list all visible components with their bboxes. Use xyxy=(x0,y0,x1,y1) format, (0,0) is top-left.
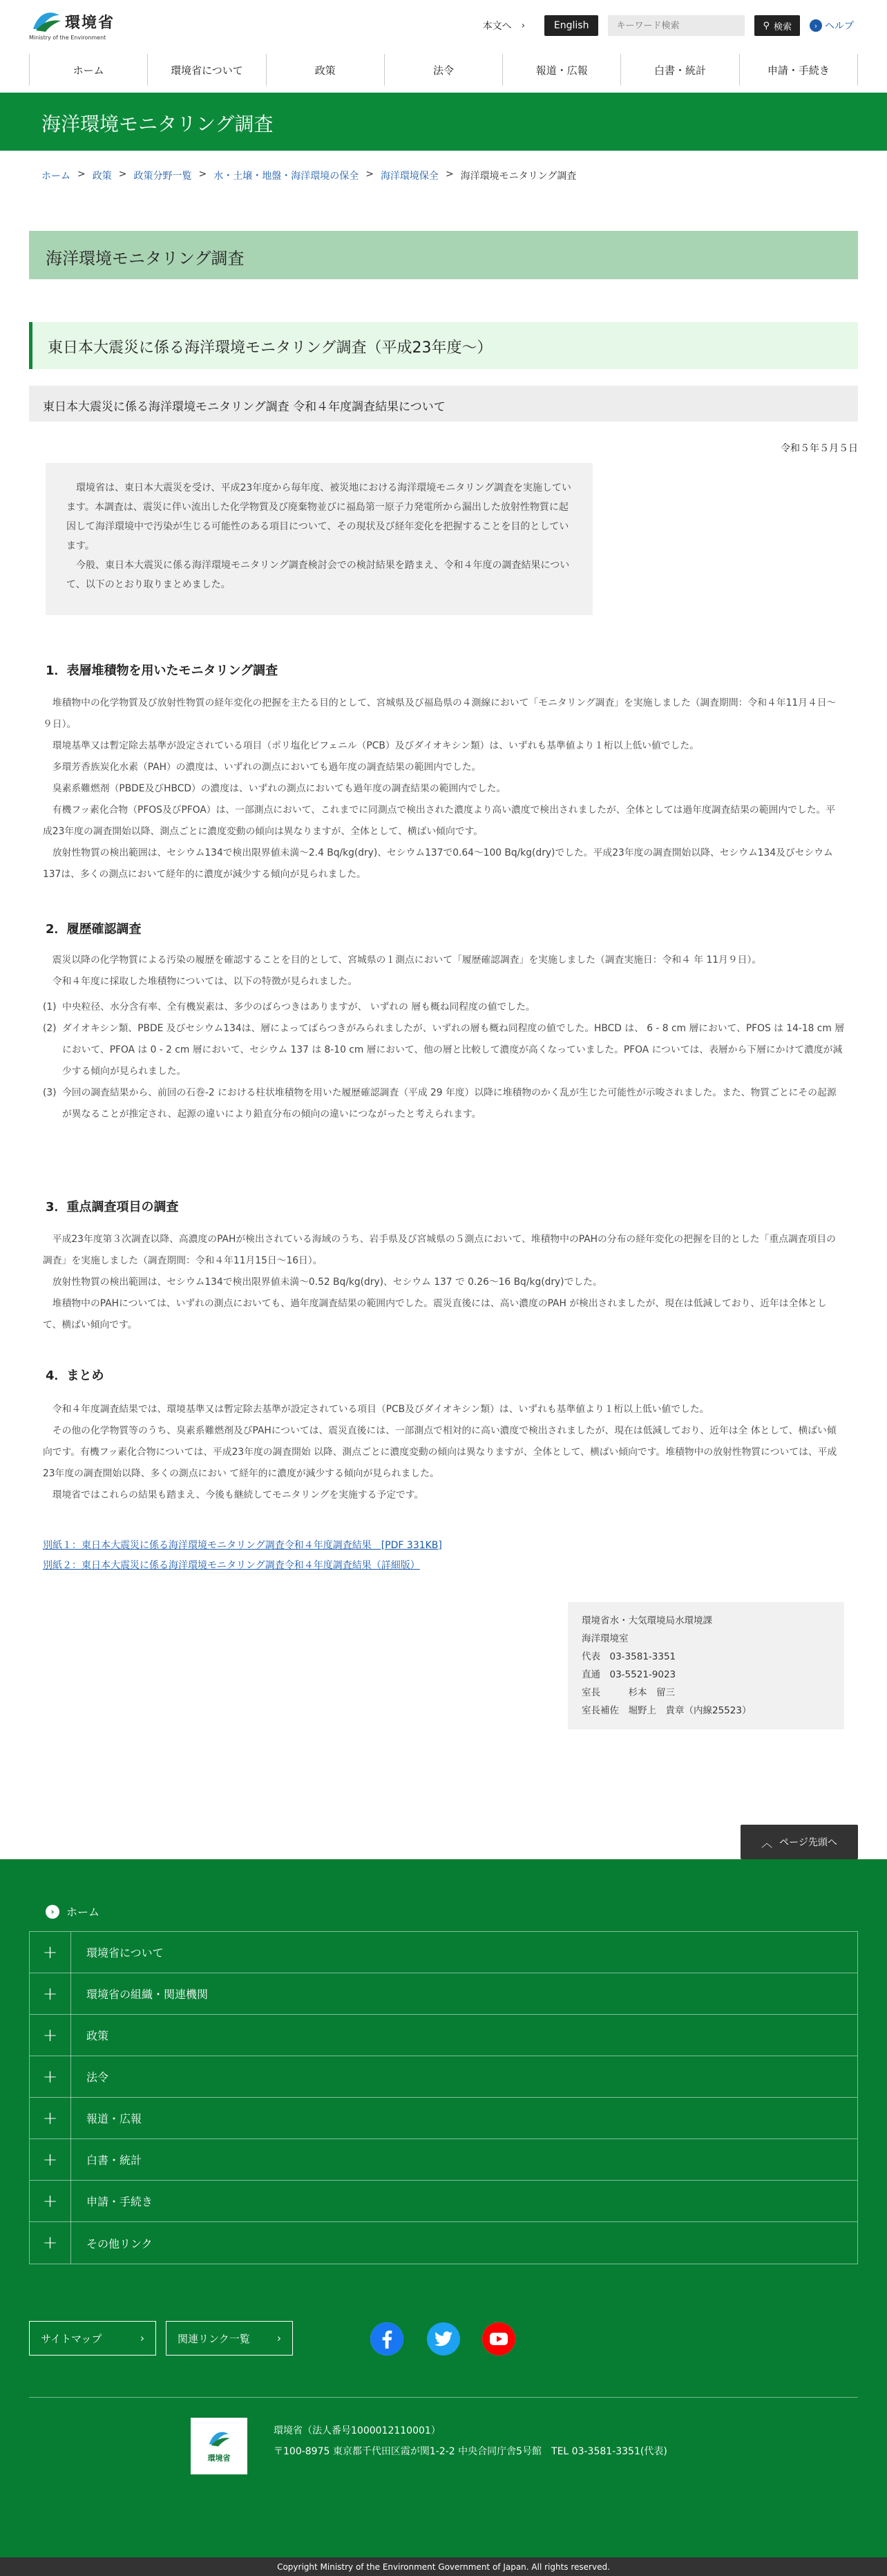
contact-line: 室長補佐 堀野上 貴章（内線25523） xyxy=(582,1705,752,1716)
section-1-body xyxy=(43,693,844,885)
footer-accordion-label: 法令 xyxy=(86,2071,109,2084)
related-links-button[interactable] xyxy=(166,2321,293,2356)
help-label: ヘルプ xyxy=(825,21,854,32)
breadcrumb-policy-list[interactable]: 政策分野一覧 xyxy=(133,171,192,182)
list-number: (2) xyxy=(43,1023,57,1034)
footer-accordion-item[interactable] xyxy=(30,2056,857,2098)
contact-line: 室長 杉本 留三 xyxy=(582,1687,675,1698)
gnav-policy[interactable]: 政策 xyxy=(267,54,385,86)
skip-to-content-link[interactable]: 本文へ xyxy=(482,21,512,32)
intro-paragraph: 今般、東日本大震災に係る海洋環境モニタリング調査検討会での検討結果を踏まえ、令和４年度の調査結果について、以下のとおり取りまとめました。 xyxy=(66,560,570,590)
section-2-body xyxy=(43,950,844,1125)
chevron-right-icon: › xyxy=(140,2332,144,2344)
search-button[interactable] xyxy=(754,15,800,36)
gnav-whitepaper[interactable]: 白書・統計 xyxy=(621,54,739,86)
list-text: 中央粒径、水分含有率、全有機炭素は、多少のばらつきはありますが、 いずれの 層も概ね同程度の値でした。 xyxy=(62,1002,535,1013)
section-4-body xyxy=(43,1399,844,1506)
site-footer xyxy=(0,1859,887,2557)
ministry-logo-icon xyxy=(29,8,64,36)
list-text: ダイオキシン類、PBDE 及びセシウム134は、層によってばらつきがみられましたが、いずれの層も概ね同程度の値でした。HBCD は、 6 - 8 cm 層において、PFOS は 14-18 cm 層において、PFOA は 0 - 2 cm 層において、セシウム 137 は 8-10 cm 層において、他の層と比較して濃度が高くなっていました。PFOA については、表層から下層にかけて濃度が減少する傾向が見られました。 xyxy=(62,1023,844,1077)
plus-icon: + xyxy=(30,1932,71,1973)
search-button-label: 検索 xyxy=(773,21,792,32)
help-link[interactable] xyxy=(810,19,854,32)
footer-accordion-item[interactable] xyxy=(30,2139,857,2181)
global-nav xyxy=(29,54,858,86)
chevron-right-circle-icon: › xyxy=(810,19,822,32)
facebook-icon[interactable] xyxy=(370,2322,403,2356)
gnav-home[interactable]: ホーム xyxy=(30,54,148,86)
section-paragraph: その他の化学物質等のうち、臭素系難燃剤及びPAHについては、震災直後には、一部測点で相対的に高い濃度で検出されましたが、現在は低減しており、近年は全 体として、横ばい傾向です。有機フッ素化合物については、平成23年度の調査開始 以降、測点ごとに濃度変動の傾向は異なりますが、全体として、横ばい傾向です。堆積物中の放射性物質については、平成23年度の調査開始以降、多くの測点におい て経年的に濃度が減少する傾向が見られました。 xyxy=(43,1425,837,1479)
section-paragraph: 放射性物質の検出範囲は、セシウム134で検出限界値未満～2.4 Bq/kg(dry)、セシウム137で0.64～100 Bq/kg(dry)でした。平成23年度の調査開始以降、セシウム134及びセシウム137は、多くの測点において経年的に濃度が減少する傾向が見られました。 xyxy=(43,847,833,880)
section-paragraph: 堆積物中の化学物質及び放射性物質の経年変化の把握を主たる目的として、宮城県及び福島県の４測線において「モニタリング調査」を実施しました（調査期間：令和４年11月４日～９日）。 xyxy=(43,697,837,730)
twitter-icon[interactable] xyxy=(427,2322,460,2356)
breadcrumb-water-soil[interactable]: 水・土壌・地盤・海洋環境の保全 xyxy=(213,171,359,182)
section-paragraph: 有機フッ素化合物（PFOS及びPFOA）は、一部測点において、これまでに同測点で検出された濃度より高い濃度で検出されましたが、全体としては過年度調査結果の範囲内でした。平成23年度の調査開始以降、測点ごとに濃度変動の傾向は異なりますが、全体として、横ばい傾向です。 xyxy=(43,805,836,837)
breadcrumb-separator: > xyxy=(445,169,454,180)
page-title: 海洋環境モニタリング調査 xyxy=(46,249,245,268)
breadcrumb-current: 海洋環境モニタリング調査 xyxy=(460,171,577,182)
subsection-title-box xyxy=(29,386,858,422)
footer-accordion-label: 白書・統計 xyxy=(86,2154,142,2167)
section-paragraph: 環境基準又は暫定除去基準が設定されている項目（ポリ塩化ビフェニル（PCB）及びダイオキシン類）は、いずれも基準値より１桁以上低い値でした。 xyxy=(52,740,699,751)
breadcrumb-home[interactable]: ホーム xyxy=(41,171,70,182)
related-links-label: 関連リンク一覧 xyxy=(178,2332,250,2345)
footer-accordion-item[interactable] xyxy=(30,2015,857,2056)
subsection-title: 東日本大震災に係る海洋環境モニタリング調査 令和４年度調査結果について xyxy=(43,400,446,414)
chevron-right-circle-icon: › xyxy=(46,1905,59,1919)
footer-accordion-item[interactable] xyxy=(30,2098,857,2139)
section-1-heading: 1．表層堆積物を用いたモニタリング調査 xyxy=(46,664,278,678)
header-utility-nav xyxy=(483,15,854,36)
footer-home-label: ホーム xyxy=(66,1906,100,1919)
gnav-about[interactable]: 環境省について xyxy=(148,54,266,86)
plus-icon: + xyxy=(30,2015,71,2056)
attachment-links xyxy=(43,1536,442,1576)
breadcrumb-marine[interactable]: 海洋環境保全 xyxy=(380,171,439,182)
breadcrumb-separator: > xyxy=(365,169,374,180)
section-title: 東日本大震災に係る海洋環境モニタリング調査（平成23年度～） xyxy=(48,339,493,357)
footer-accordion-item[interactable] xyxy=(30,2222,857,2264)
intro-box xyxy=(46,463,593,615)
gnav-law[interactable]: 法令 xyxy=(385,54,503,86)
search-icon: ⚲ xyxy=(763,20,770,31)
plus-icon: + xyxy=(30,1973,71,2015)
contact-line: 環境省水・大気環境局水環境課 xyxy=(582,1615,712,1626)
section-paragraph: 放射性物質の検出範囲は、セシウム134で検出限界値未満～0.52 Bq/kg(dry)、セシウム 137 で 0.26～16 Bq/kg(dry)でした。 xyxy=(52,1277,602,1288)
section-4-heading: 4．まとめ xyxy=(46,1369,104,1383)
list-text: 今回の調査結果から、前回の石巻-2 における柱状堆積物を用いた履歴確認調査（平成 29 年度）以降に堆積物のかく乱が生じた可能性が示唆されました。また、物質ごとにその起源が異なることが推定され、起源の違いにより鉛直分布の傾向の違いにつながったと考えられます。 xyxy=(62,1087,837,1120)
page-title-box xyxy=(29,231,858,279)
contact-line: 海洋環境室 xyxy=(582,1633,629,1644)
search-input[interactable] xyxy=(608,15,745,36)
breadcrumb-separator: > xyxy=(77,169,86,180)
banner-title: 海洋環境モニタリング調査 xyxy=(41,113,274,135)
contact-line: 直通 03-5521-9023 xyxy=(582,1669,676,1680)
gnav-press[interactable]: 報道・広報 xyxy=(503,54,621,86)
footer-org: 環境省（法人番号1000012110001） xyxy=(274,2425,441,2436)
footer-accordion-item[interactable] xyxy=(30,1973,857,2015)
back-to-top-label: ページ先頭へ xyxy=(779,1837,837,1848)
plus-icon: + xyxy=(30,2139,71,2181)
breadcrumb-policy[interactable]: 政策 xyxy=(92,171,112,182)
logo-text: 環境省 xyxy=(65,15,115,32)
attachment-link-1[interactable]: 別紙１：東日本大震災に係る海洋環境モニタリング調査令和４年度調査結果 [PDF 331KB] xyxy=(43,1540,442,1551)
category-banner xyxy=(0,93,887,151)
footer-accordion-item[interactable] xyxy=(30,1932,857,1973)
breadcrumb xyxy=(41,169,576,182)
breadcrumb-separator: > xyxy=(118,169,127,180)
ministry-logo-icon xyxy=(205,2429,233,2450)
english-button[interactable]: English xyxy=(544,15,599,36)
footer-accordion-label: 申請・手続き xyxy=(86,2195,153,2208)
footer-accordion xyxy=(29,1931,858,2264)
section-paragraph: 環境省ではこれらの結果も踏まえ、今後も継続してモニタリングを実施する予定です。 xyxy=(52,1489,424,1501)
sitemap-label: サイトマップ xyxy=(41,2332,102,2345)
publish-date: 令和５年５月５日 xyxy=(781,443,858,454)
footer-logo xyxy=(191,2418,247,2474)
plus-icon: + xyxy=(30,2181,71,2222)
site-header xyxy=(0,0,887,48)
list-item xyxy=(43,1082,844,1125)
section-paragraph: 令和４年度に採取した堆積物については、以下の特徴が見られました。 xyxy=(52,976,358,987)
footer-accordion-item[interactable] xyxy=(30,2181,857,2222)
footer-address-line: 〒100-8975 東京都千代田区霞が関1-2-2 中央合同庁舎5号館 TEL 03-3581-3351(代表) xyxy=(274,2446,667,2457)
section-3-heading: 3．重点調査項目の調査 xyxy=(46,1200,179,1214)
list-item xyxy=(43,1018,844,1082)
section-paragraph: 平成23年度第３次調査以降、高濃度のPAHが検出されている海域のうち、岩手県及び宮城県の５測点において、堆積物中のPAHの分布の経年変化の把握を目的とした「重点調査項目の調査」を実施しました（調査期間：令和４年11月15日～16日）。 xyxy=(43,1234,836,1266)
chevron-right-icon: › xyxy=(277,2332,281,2344)
footer-logo-text: 環境省 xyxy=(207,2454,231,2463)
section-2-heading: 2．履歴確認調査 xyxy=(46,922,142,937)
footer-accordion-label: 報道・広報 xyxy=(86,2112,142,2125)
section-title-box xyxy=(29,322,858,369)
footer-accordion-label: 環境省の組織・関連機関 xyxy=(86,1988,209,2001)
section-paragraph: 臭素系難燃剤（PBDE及びHBCD）の濃度は、いずれの測点においても過年度の調査結果の範囲内でした。 xyxy=(52,783,506,794)
section-paragraph: 震災以降の化学物質による汚染の履歴を確認することを目的として、宮城県の１測点において「履歴確認調査」を実施しました（調査実施日：令和４ 年 11月９日）。 xyxy=(52,955,762,966)
chevron-up-icon: ︿ xyxy=(761,1836,773,1850)
footer-divider xyxy=(29,2397,858,2398)
sitemap-button[interactable] xyxy=(29,2321,156,2356)
plus-icon: + xyxy=(30,2222,71,2264)
footer-accordion-label: 政策 xyxy=(86,2029,109,2042)
footer-address xyxy=(274,2420,695,2462)
section-3-body xyxy=(43,1229,844,1336)
plus-icon: + xyxy=(30,2098,71,2139)
footer-home-link[interactable] xyxy=(46,1903,99,1919)
chevron-right-icon: › xyxy=(521,20,525,31)
intro-paragraph: 環境省は、東日本大震災を受け、平成23年度から毎年度、被災地における海洋環境モニタリング調査を実施しています。本調査は、震災に伴い流出した化学物質及び廃棄物並びに福島第一原子力発電所から漏出した放射性物質に起因して海洋環境中で汚染が生じる可能性のある項目について、その現状及び経年変化を把握することを目的としています。 xyxy=(66,482,571,552)
back-to-top-button[interactable] xyxy=(741,1825,858,1859)
footer-accordion-label: その他リンク xyxy=(86,2237,153,2250)
copyright: Copyright Ministry of the Environment Government of Japan. All rights reserved. xyxy=(0,2557,887,2576)
contact-box xyxy=(568,1602,844,1729)
footer-accordion-label: 環境省について xyxy=(86,1946,164,1959)
section-paragraph: 令和４年度調査結果では、環境基準又は暫定除去基準が設定されている項目（PCB及びダイオキシン類）は、いずれも基準値より１桁以上低い値でした。 xyxy=(52,1404,709,1415)
list-number: (3) xyxy=(43,1087,57,1098)
plus-icon: + xyxy=(30,2056,71,2098)
section-paragraph: 堆積物中のPAHについては、いずれの測点においても、過年度調査結果の範囲内でした。震災直後には、高い濃度のPAH が検出されましたが、現在は低減しており、近年は全体として、横ばい傾向です。 xyxy=(43,1298,827,1331)
site-logo[interactable] xyxy=(29,7,119,40)
attachment-link-2[interactable]: 別紙２：東日本大震災に係る海洋環境モニタリング調査令和４年度調査結果（詳細版） xyxy=(43,1560,420,1571)
list-number: (1) xyxy=(43,1002,57,1013)
breadcrumb-separator: > xyxy=(198,169,207,180)
gnav-application[interactable]: 申請・手続き xyxy=(740,54,858,86)
section-paragraph: 多環芳香族炭化水素（PAH）の濃度は、いずれの測点においても過年度の調査結果の範囲内でした。 xyxy=(52,762,481,773)
youtube-icon[interactable] xyxy=(482,2322,515,2356)
logo-english: Ministry of the Environment xyxy=(29,35,106,41)
list-item xyxy=(43,997,844,1018)
contact-line: 代表 03-3581-3351 xyxy=(582,1651,676,1662)
